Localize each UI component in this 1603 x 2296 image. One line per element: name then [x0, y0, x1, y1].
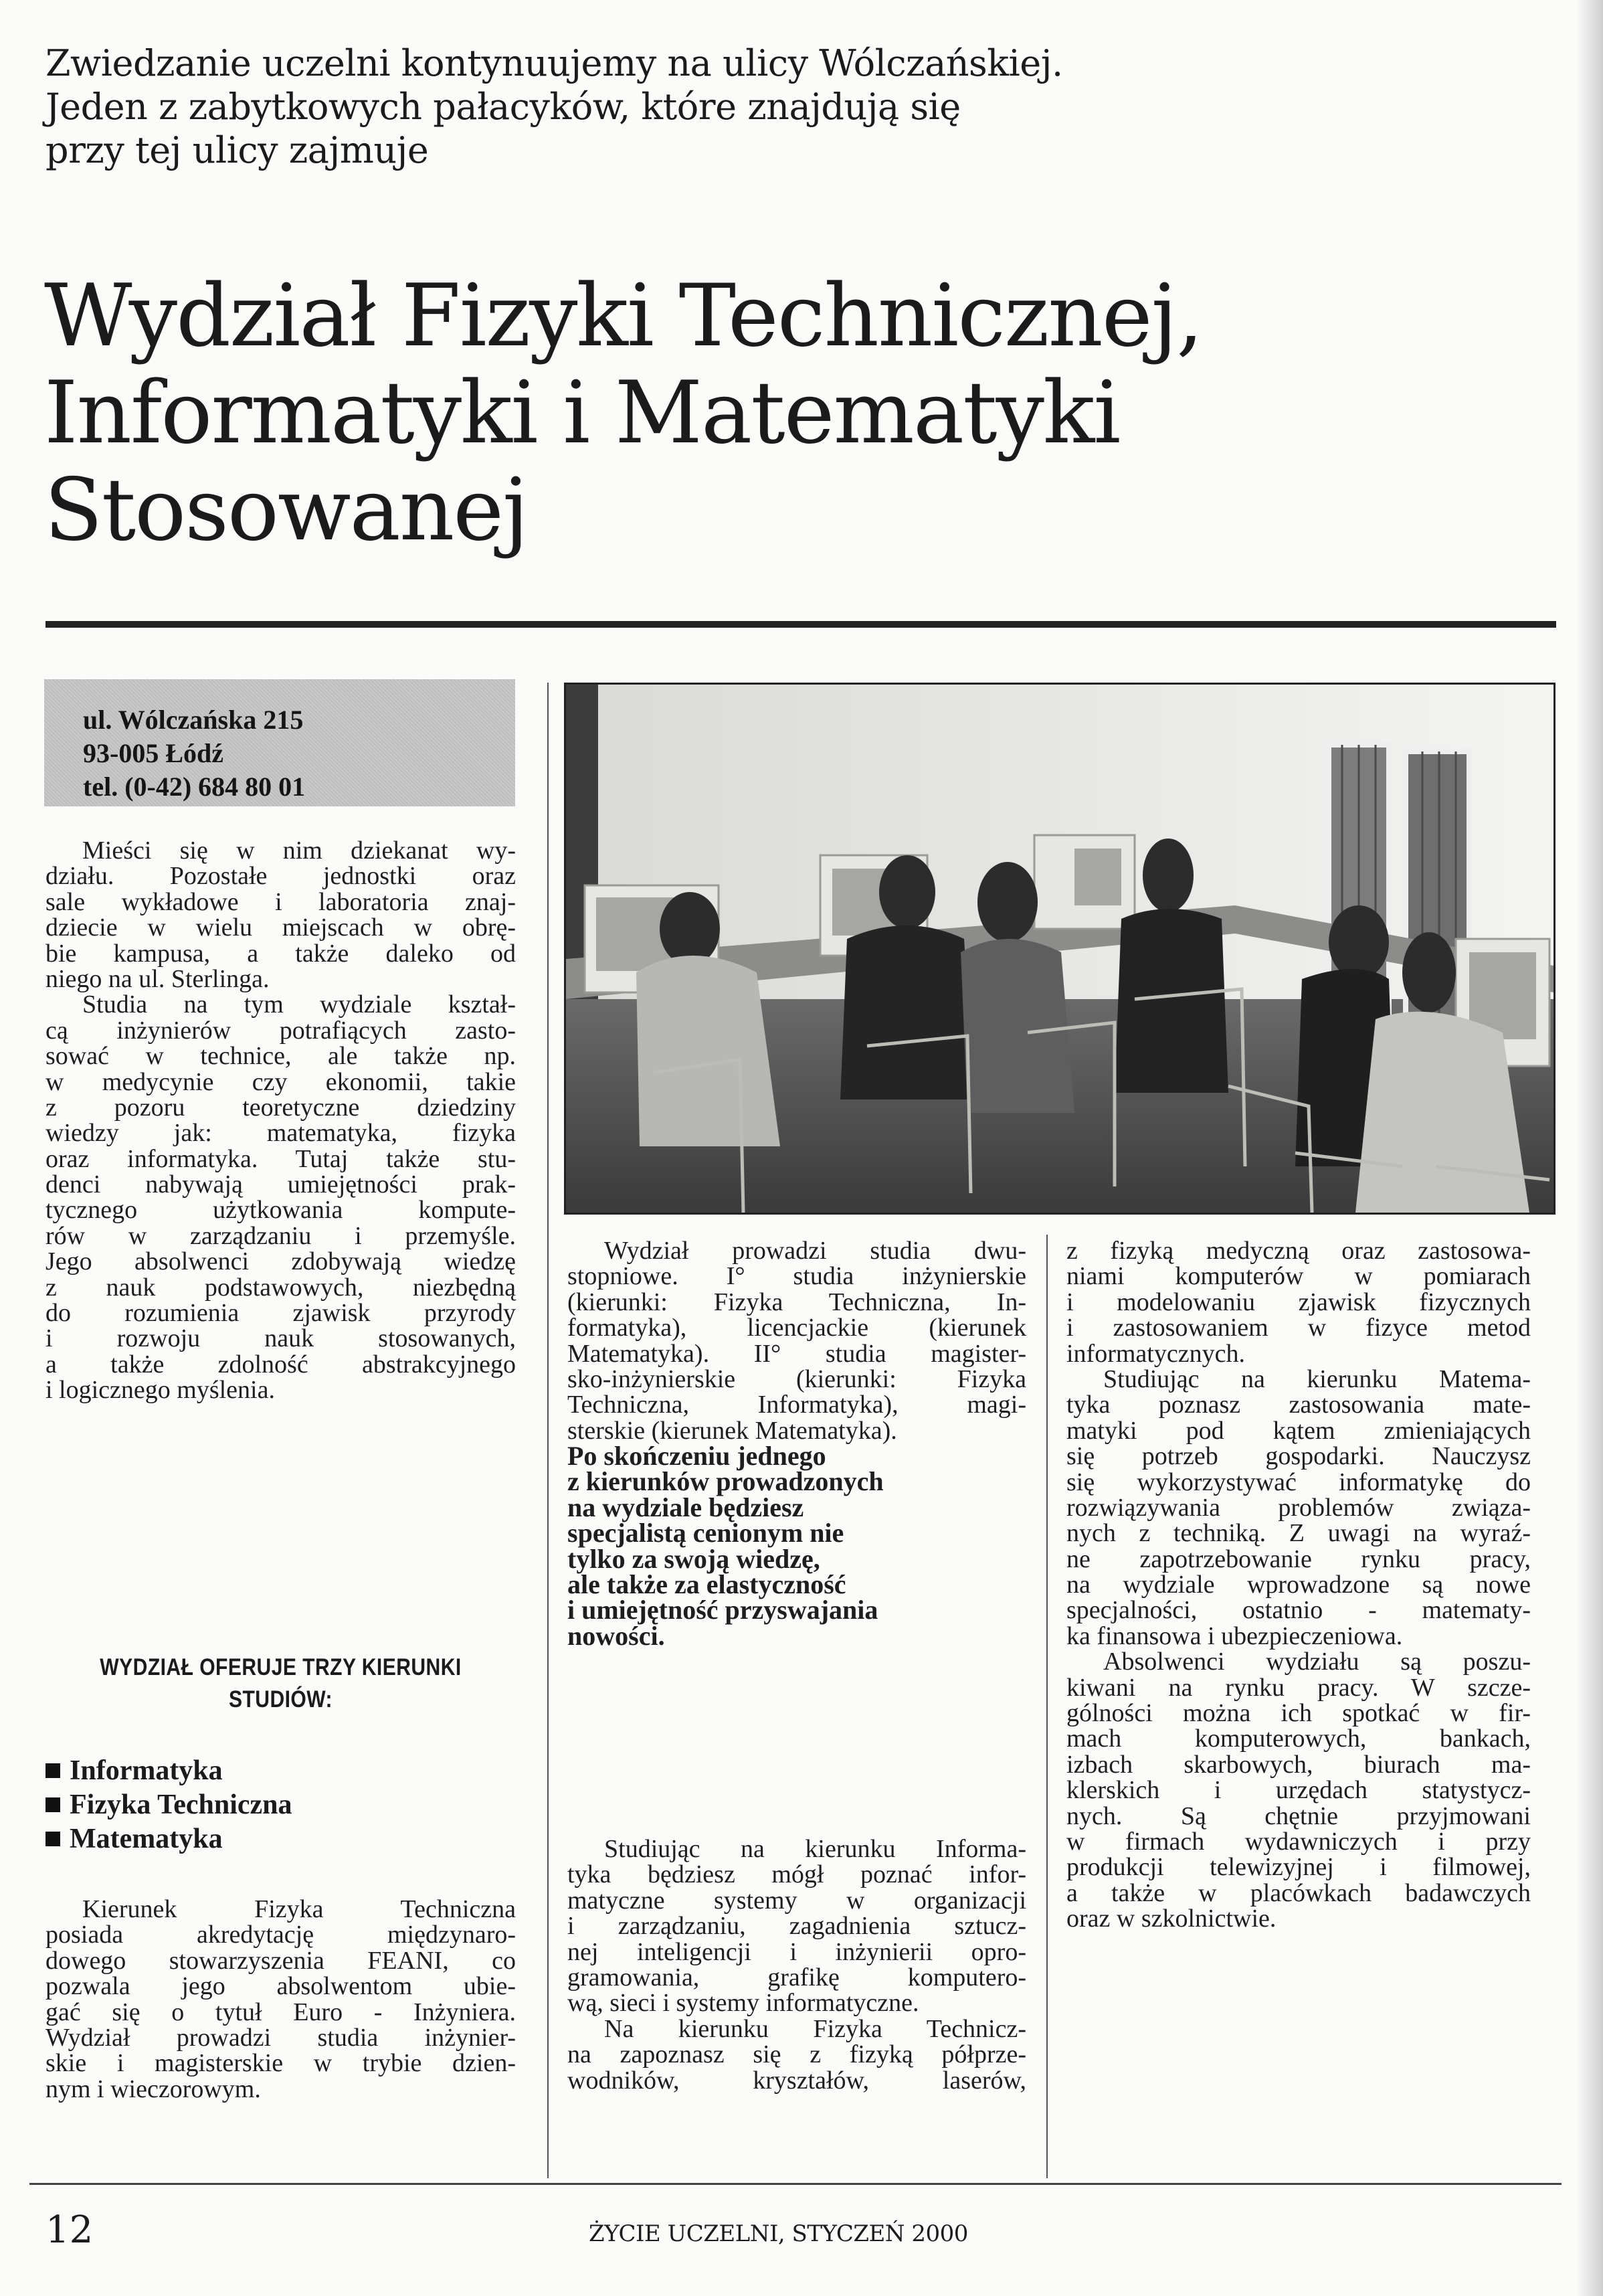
text-line: sować w technice, ale także np.: [45, 1042, 516, 1071]
text-line: oraz informatyka. Tutaj także stu-: [45, 1144, 516, 1173]
text-line: w firmach wydawniczych i przy: [1066, 1827, 1531, 1856]
text-line: w medycynie czy ekonomii, takie: [45, 1067, 516, 1096]
callout-line: i umiejętność przyswajania: [567, 1595, 878, 1625]
text-line: z nauk podstawowych, niezbędną: [45, 1273, 516, 1302]
program-item-fizyka: [45, 1787, 292, 1822]
footer-divider: [29, 2183, 1562, 2185]
address-street: ul. Wólczańska 215: [83, 705, 304, 735]
text-line: wodników, kryształów, laserów,: [567, 2066, 1026, 2095]
text-line: do rozumienia zjawisk przyrody: [45, 1299, 516, 1328]
callout-line: ale także za elastyczność: [567, 1569, 846, 1599]
text-line: stopniowe. I° studia inżynierskie: [567, 1262, 1026, 1291]
text-line: rów w zarządzaniu i przemyśle.: [45, 1221, 516, 1250]
callout-line: specjalistą cenionym nie: [567, 1518, 844, 1549]
text-line: denci nabywają umiejętności prak-: [45, 1170, 516, 1199]
text-line: nych z techniką. Z uwagi na wyraź-: [1066, 1519, 1531, 1548]
programs-heading-line-1: WYDZIAŁ OFERUJE TRZY KIERUNKI: [100, 1654, 462, 1680]
text-line: Jego absolwenci zdobywają wiedzę: [45, 1247, 516, 1276]
text-line: gać się o tytuł Euro - Inżyniera.: [45, 1998, 516, 2026]
page-title-line-1: Wydział Fizyki Technicznej,: [44, 266, 1202, 366]
text-line: i zastosowaniem w fizyce metod: [1066, 1314, 1531, 1342]
callout-line: nowości.: [567, 1620, 665, 1651]
text-line: niami komputerów w pomiarach: [1066, 1262, 1531, 1291]
text-line: wiedzy jak: matematyka, fizyka: [45, 1119, 516, 1148]
text-line: gólności można ich spotkać w fir-: [1066, 1699, 1531, 1728]
text-line: Studiując na kierunku Matema-: [1103, 1364, 1531, 1393]
left-para-3: [45, 1896, 516, 2102]
computer-lab-photo: [564, 683, 1555, 1215]
page-title-line-2: Informatyki i Matematyki: [44, 363, 1120, 463]
address-city: 93-005 Łódź: [83, 738, 223, 768]
program-item-informatyka: [45, 1753, 223, 1788]
text-line: i zarządzaniu, zagadnienia sztucz-: [567, 1912, 1026, 1941]
text-line: rozwiązywania problemów związa-: [1066, 1493, 1531, 1522]
text-line: się potrzeb gospodarki. Nauczysz: [1066, 1442, 1531, 1471]
text-line: Na kierunku Fizyka Technicz-: [604, 2014, 1026, 2043]
text-line: działu. Pozostałe jednostki oraz: [45, 862, 516, 891]
text-line: posiada akredytację międzynaro-: [45, 1921, 516, 1949]
middle-bold-callout: [567, 1443, 1026, 1649]
text-line: ka finansowa i ubezpieczeniowa.: [1066, 1621, 1403, 1650]
text-line: matyki pod kątem zmieniających: [1066, 1416, 1531, 1445]
text-line: klerskich i urzędach statystycz-: [1066, 1776, 1531, 1805]
address-phone: tel. (0-42) 684 80 01: [83, 772, 306, 802]
page-binding-shadow: [1576, 0, 1603, 2296]
text-line: sko-inżynierskie (kierunki: Fizyka: [567, 1364, 1026, 1393]
text-line: i modelowaniu zjawisk fizycznych: [1066, 1288, 1531, 1316]
publication-name: ŻYCIE UCZELNI, STYCZEŃ 2000: [589, 2220, 968, 2247]
text-line: pozwala jego absolwentom ubie-: [45, 1972, 516, 2001]
callout-line: na wydziale będziesz: [567, 1492, 804, 1522]
text-line: dowego stowarzyszenia FEANI, co: [45, 1946, 516, 1975]
text-line: nych. Są chętnie przyjmowani: [1066, 1801, 1531, 1830]
text-line: Mieści się w nim dziekanat wy-: [82, 836, 516, 865]
program-label: Matematyka: [70, 1824, 223, 1854]
text-line: Studia na tym wydziale kształ-: [82, 990, 516, 1019]
text-line: i logicznego myślenia.: [45, 1376, 275, 1405]
text-line: Techniczna, Informatyka), magi-: [567, 1391, 1026, 1419]
text-line: i rozwoju nauk stosowanych,: [45, 1324, 516, 1353]
text-line: Absolwenci wydziału są poszu-: [1103, 1648, 1531, 1676]
text-line: izbach skarbowych, biurach ma-: [1066, 1750, 1531, 1779]
intro-line-2: Jeden z zabytkowych pałacyków, które znajdują się: [45, 86, 961, 128]
column-divider-left: [547, 683, 549, 2178]
bullet-square-icon: [45, 1797, 60, 1812]
text-line: niego na ul. Sterlinga.: [45, 964, 270, 993]
text-line: informatycznych.: [1066, 1339, 1245, 1368]
programs-heading-line-2: STUDIÓW:: [228, 1686, 333, 1712]
middle-para-2: [567, 1836, 1026, 2093]
text-line: Wydział prowadzi studia inżynier-: [45, 2023, 516, 2052]
text-line: nej inteligencji i inżynierii opro-: [567, 1937, 1026, 1966]
text-line: bie kampusa, a także daleko od: [45, 939, 516, 968]
text-line: tycznego użytkowania kompute-: [45, 1196, 516, 1225]
callout-line: z kierunków prowadzonych: [567, 1466, 884, 1497]
text-line: tyka będziesz mógł poznać infor-: [567, 1860, 1026, 1889]
text-line: tyka poznasz zastosowania mate-: [1066, 1391, 1531, 1419]
text-line: a także zdolność abstrakcyjnego: [45, 1350, 516, 1379]
callout-line: Po skończeniu jednego: [567, 1441, 826, 1471]
text-line: z fizyką medyczną oraz zastosowa-: [1066, 1237, 1531, 1265]
text-line: Matematyka). II° studia magister-: [567, 1339, 1026, 1368]
photo-illustration: [566, 685, 1553, 1213]
text-line: Wydział prowadzi studia dwu-: [604, 1237, 1026, 1265]
text-line: dziecie w wielu miejscach w obrę-: [45, 913, 516, 942]
text-line: z pozoru teoretyczne dziedziny: [45, 1093, 516, 1122]
text-line: gramowania, grafikę komputero-: [567, 1963, 1026, 1992]
text-line: na zapoznasz się z fizyką półprze-: [567, 2040, 1026, 2069]
title-divider: [45, 621, 1556, 628]
column-divider-right: [1046, 1235, 1048, 2178]
text-line: oraz w szkolnictwie.: [1066, 1905, 1277, 1933]
bullet-square-icon: [45, 1763, 60, 1778]
page-number: 12: [45, 2208, 94, 2252]
text-line: nym i wieczorowym.: [45, 2074, 261, 2103]
text-line: ne zapotrzebowanie rynku pracy,: [1066, 1544, 1531, 1573]
program-item-matematyka: [45, 1822, 223, 1856]
text-line: a także w placówkach badawczych: [1066, 1878, 1531, 1907]
text-line: na wydziale wprowadzone są nowe: [1066, 1571, 1531, 1599]
middle-para-1: [567, 1238, 1026, 1443]
text-line: kiwani na rynku pracy. W szcze-: [1066, 1673, 1531, 1702]
page-title-line-3: Stosowanej: [44, 460, 528, 560]
program-label: Informatyka: [70, 1755, 223, 1786]
text-line: skie i magisterskie w trybie dzien-: [45, 2049, 516, 2078]
text-line: specjalności, ostatnio - matematy-: [1066, 1596, 1531, 1625]
text-line: produkcji telewizyjnej i filmowej,: [1066, 1853, 1531, 1882]
text-line: mach komputerowych, bankach,: [1066, 1725, 1531, 1753]
text-line: (kierunki: Fizyka Techniczna, In-: [567, 1288, 1026, 1316]
text-line: matyczne systemy w organizacji: [567, 1886, 1026, 1915]
text-line: wą, sieci i systemy informatyczne.: [567, 1989, 919, 2018]
right-para-1: [1066, 1238, 1531, 1932]
programs-heading: [78, 1652, 483, 1716]
left-para-1: [45, 838, 516, 1403]
program-label: Fizyka Techniczna: [70, 1789, 292, 1820]
intro-line-1: Zwiedzanie uczelni kontynuujemy na ulicy Wólczańskiej.: [45, 42, 1063, 84]
text-line: sterskie (kierunek Matematyka).: [567, 1416, 897, 1445]
text-line: się wykorzystywać informatykę do: [1066, 1468, 1531, 1496]
intro-line-3: przy tej ulicy zajmuje: [45, 129, 429, 171]
text-line: cą inżynierów potrafiących zasto-: [45, 1016, 516, 1045]
bullet-square-icon: [45, 1832, 60, 1846]
text-line: formatyka), licencjackie (kierunek: [567, 1314, 1026, 1342]
text-line: Studiując na kierunku Informa-: [604, 1835, 1026, 1863]
text-line: sale wykładowe i laboratoria znaj-: [45, 887, 516, 916]
text-line: Kierunek Fizyka Techniczna: [82, 1895, 516, 1923]
callout-line: tylko za swoją wiedzę,: [567, 1543, 820, 1574]
